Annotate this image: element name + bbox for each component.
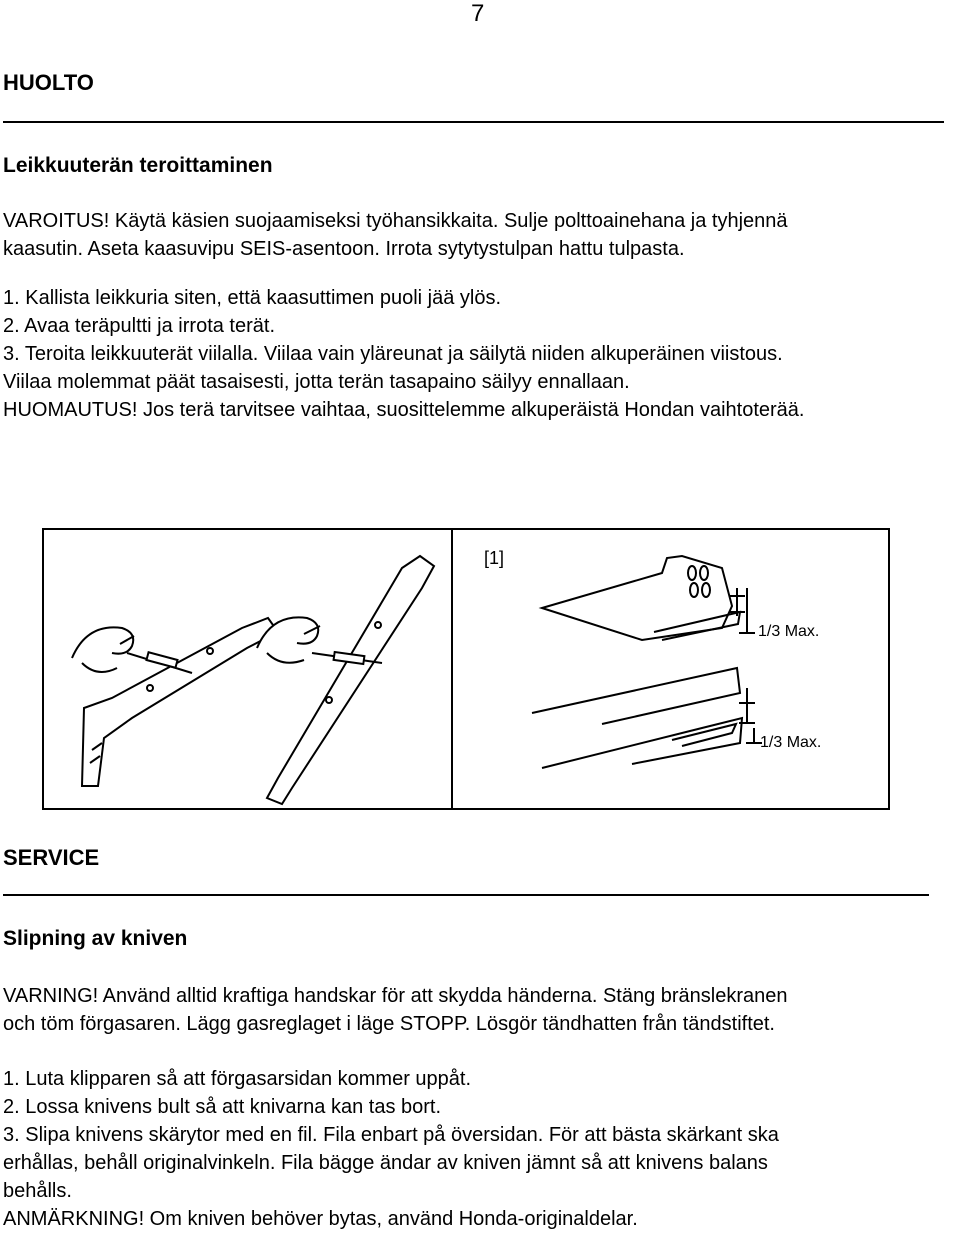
fi-warning-line: kaasutin. Aseta kaasuvipu SEIS-asentoon. Irrota sytytystulpan hattu tulpasta. (3, 238, 685, 260)
fi-step-line: Viilaa molemmat päät tasaisesti, jotta terän tasapaino säilyy ennallaan. (3, 371, 630, 393)
fi-section-heading: HUOLTO (3, 70, 94, 95)
sv-warning (3, 982, 788, 1038)
sv-step-line: behålls. (3, 1180, 72, 1202)
fi-step-line: 2. Avaa teräpultti ja irrota terät. (3, 315, 276, 337)
sv-subheading: Slipning av kniven (3, 927, 188, 950)
sv-heading-rule (3, 894, 929, 896)
sv-step-line: 3. Slipa knivens skärytor med en fil. Fila enbart på översidan. För att bästa skärkant ska (3, 1124, 779, 1146)
blade-illustration (42, 528, 890, 810)
fi-warning-line: VAROITUS! Käytä käsien suojaamiseksi työhansikkaita. Sulje polttoainehana ja tyhjennä (3, 210, 788, 232)
figure-ref-label: [1] (484, 548, 505, 568)
page-number: 7 (471, 0, 485, 27)
max-label-top: 1/3 Max. (758, 623, 820, 640)
sv-section-heading: SERVICE (3, 845, 100, 870)
fi-step-line: 1. Kallista leikkuria siten, että kaasuttimen puoli jää ylös. (3, 287, 502, 309)
fi-step-line: HUOMAUTUS! Jos terä tarvitsee vaihtaa, suosittelemme alkuperäistä Hondan vaihtoterää. (3, 399, 805, 421)
fi-warning (3, 207, 788, 263)
fi-subheading: Leikkuuterän teroittaminen (3, 154, 273, 177)
sv-warning-line: VARNING! Använd alltid kraftiga handskar för att skydda händerna. Stäng bränslekranen (3, 985, 788, 1007)
fi-steps (3, 284, 804, 424)
sv-warning-line: och töm förgasaren. Lägg gasreglaget i läge STOPP. Lösgör tändhatten från tändstiftet. (3, 1013, 775, 1035)
blade-sharpening-figure (42, 528, 890, 810)
fi-heading-rule (3, 121, 944, 123)
fi-step-line: 3. Teroita leikkuuterät viilalla. Viilaa vain yläreunat ja säilytä niiden alkuperäinen viistous. (3, 343, 783, 365)
sv-step-line: 1. Luta klipparen så att förgasarsidan kommer uppåt. (3, 1068, 472, 1090)
sv-step-line: ANMÄRKNING! Om kniven behöver bytas, använd Honda-originaldelar. (3, 1208, 638, 1230)
sv-step-line: 2. Lossa knivens bult så att knivarna kan tas bort. (3, 1096, 442, 1118)
max-label-bottom: 1/3 Max. (760, 734, 822, 751)
sv-steps (3, 1065, 779, 1233)
sv-step-line: erhållas, behåll originalvinkeln. Fila bägge ändar av kniven jämnt så att knivens balans (3, 1152, 768, 1174)
